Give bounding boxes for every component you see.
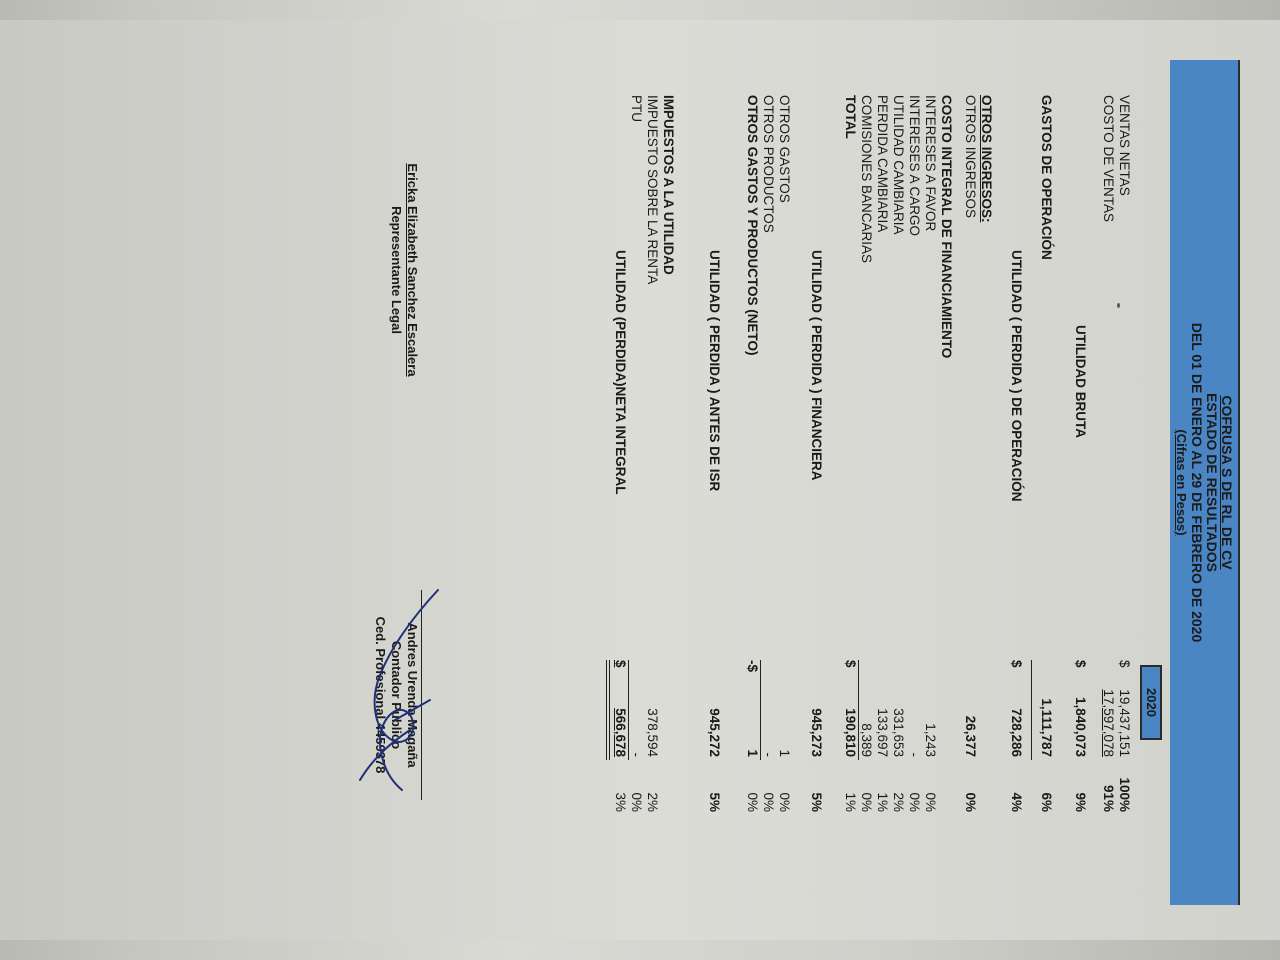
section-heading: IMPUESTOS A LA UTILIDAD [661, 95, 676, 275]
row-label: VENTAS NETAS [1117, 95, 1132, 196]
handwritten-signature-scribble [340, 580, 450, 820]
row-label: UTILIDAD ( PERDIDA ) FINANCIERA [809, 250, 824, 481]
row-otros-ingresos [962, 20, 978, 940]
row-amount: 8,389 [859, 723, 874, 757]
row-percent: 1% [875, 792, 890, 812]
row-amount: 331,653 [891, 708, 906, 757]
signer-license: Ced. Profesional 4459378 [373, 616, 388, 774]
row-percent: 3% [613, 792, 628, 812]
row-percent: 5% [809, 792, 824, 812]
row-label: UTILIDAD ( PERDIDA ) ANTES DE ISR [707, 250, 722, 492]
row-otros-neto [744, 20, 760, 940]
row-amount: 945,273 [809, 708, 824, 757]
row-label: UTILIDAD CAMBIARIA [891, 95, 906, 235]
currency-sign: $ [1117, 660, 1132, 668]
row-amount: 133,697 [875, 708, 890, 757]
year-column-header: 2020 [1140, 665, 1162, 740]
row-isr [644, 20, 660, 940]
row-label: OTROS INGRESOS [963, 95, 978, 219]
row-percent: 9% [1073, 792, 1088, 812]
row-costo-integral-header [938, 20, 954, 940]
row-otros-gastos [776, 20, 792, 940]
row-utilidad-bruta [1072, 20, 1088, 940]
row-label: OTROS GASTOS [777, 95, 792, 203]
subtotal-rule [1031, 660, 1032, 760]
row-percent: 0% [761, 792, 776, 812]
row-percent: 1% [843, 792, 858, 812]
row-label: COSTO DE VENTAS [1101, 95, 1116, 223]
double-rule-bottom [606, 660, 607, 760]
row-percent: 0% [629, 792, 644, 812]
row-amount: 17,597,078 [1101, 689, 1116, 757]
signer-title: Contador Publico [389, 640, 404, 750]
row-ptu [628, 20, 644, 940]
row-percent: 5% [707, 792, 722, 812]
row-amount: 19,437,151 [1117, 689, 1132, 757]
row-label: PERDIDA CAMBIARIA [875, 95, 890, 233]
row-percent: 0% [777, 792, 792, 812]
statement-period: DEL 01 DE ENERO AL 29 DE FEBRERO DE 2020 [1189, 322, 1205, 643]
row-amount: 945,272 [707, 708, 722, 757]
row-perdida-cambiaria [874, 20, 890, 940]
company-name: COFRUSA S DE RL DE CV [1219, 395, 1235, 570]
row-label: OTROS GASTOS Y PRODUCTOS (NETO) [745, 95, 760, 356]
row-amount: 1,111,787 [1039, 698, 1054, 757]
row-percent: 0% [963, 792, 978, 812]
row-amount: 26,377 [963, 715, 978, 757]
row-percent: 2% [891, 792, 906, 812]
row-percent: 0% [923, 792, 938, 812]
row-percent: 2% [645, 792, 660, 812]
row-label: UTILIDAD (PERDIDA)NETA INTEGRAL [613, 250, 628, 495]
row-amount: 1,243 [923, 723, 938, 757]
row-amount: 566,678 [613, 708, 628, 757]
row-label: INTERESES A FAVOR [923, 95, 938, 232]
row-intereses-cargo [906, 20, 922, 940]
currency-sign: $ [1073, 660, 1088, 668]
row-impuestos-header [660, 20, 676, 940]
row-ventas-netas [1116, 20, 1132, 940]
row-amount: 1 [745, 749, 760, 757]
statement-header [1170, 60, 1240, 905]
double-rule-top [609, 660, 610, 760]
signer-title: Representante Legal [389, 206, 404, 334]
row-otros-productos [760, 20, 776, 940]
row-percent: 0% [745, 792, 760, 812]
signer-name: Andres Urenda Magaña [405, 622, 420, 768]
signer-name: Ericka Elizabeth Sanchez Escalera [405, 163, 420, 377]
row-label: IMPUESTO SOBRE LA RENTA [645, 95, 660, 285]
subtotal-rule [628, 660, 629, 760]
row-amount: 1 [777, 749, 792, 757]
row-label: PTU [629, 95, 644, 122]
row-percent: 4% [1009, 792, 1024, 812]
row-utilidad-neta-integral [612, 20, 628, 940]
row-label: INTERESES A CARGO [907, 95, 922, 237]
row-label: OTROS PRODUCTOS [761, 95, 776, 233]
row-percent: 0% [907, 792, 922, 812]
row-costo-ventas [1100, 20, 1116, 940]
row-comisiones-bancarias [858, 20, 874, 940]
row-intereses-favor [922, 20, 938, 940]
subtotal-rule [760, 660, 761, 760]
currency-sign: $ [613, 660, 628, 668]
row-percent: 100% [1117, 777, 1132, 812]
row-total [842, 20, 858, 940]
row-amount: - [907, 752, 922, 757]
income-statement-page [0, 20, 1280, 940]
currency-sign: $ [843, 660, 858, 668]
row-utilidad-financiera [808, 20, 824, 940]
row-utilidad-antes-isr [706, 20, 722, 940]
row-otros-ingresos-header [978, 20, 994, 940]
legal-representative-signature [388, 120, 420, 420]
row-utilidad-operacion [1008, 20, 1024, 940]
row-label: UTILIDAD BRUTA [1073, 325, 1088, 438]
currency-sign: -$ [745, 660, 760, 673]
row-percent: 0% [859, 792, 874, 812]
row-amount: 728,286 [1009, 708, 1024, 757]
row-amount: - [761, 752, 776, 757]
row-label: TOTAL [843, 95, 858, 139]
statement-units: (Cifras en Pesos) [1174, 429, 1189, 536]
subtotal-rule [858, 660, 859, 760]
row-label: UTILIDAD ( PERDIDA ) DE OPERACIÓN [1009, 250, 1024, 502]
row-percent: 91% [1101, 784, 1116, 812]
row-gastos-operacion [1038, 20, 1054, 940]
currency-sign: $ [1009, 660, 1024, 668]
statement-title: ESTADO DE RESULTADOS [1204, 393, 1220, 572]
row-amount: 1,840,073 [1073, 696, 1088, 757]
section-heading: COSTO INTEGRAL DE FINANCIAMIENTO [939, 95, 954, 359]
row-utilidad-cambiaria [890, 20, 906, 940]
section-heading: OTROS INGRESOS: [979, 95, 994, 223]
row-label: GASTOS DE OPERACIÓN [1039, 95, 1054, 260]
row-percent: 6% [1039, 792, 1054, 812]
row-amount: 378,594 [645, 708, 660, 757]
row-amount: 190,810 [843, 708, 858, 757]
row-label: COMISIONES BANCARIAS [859, 95, 874, 264]
row-amount: - [629, 752, 644, 757]
